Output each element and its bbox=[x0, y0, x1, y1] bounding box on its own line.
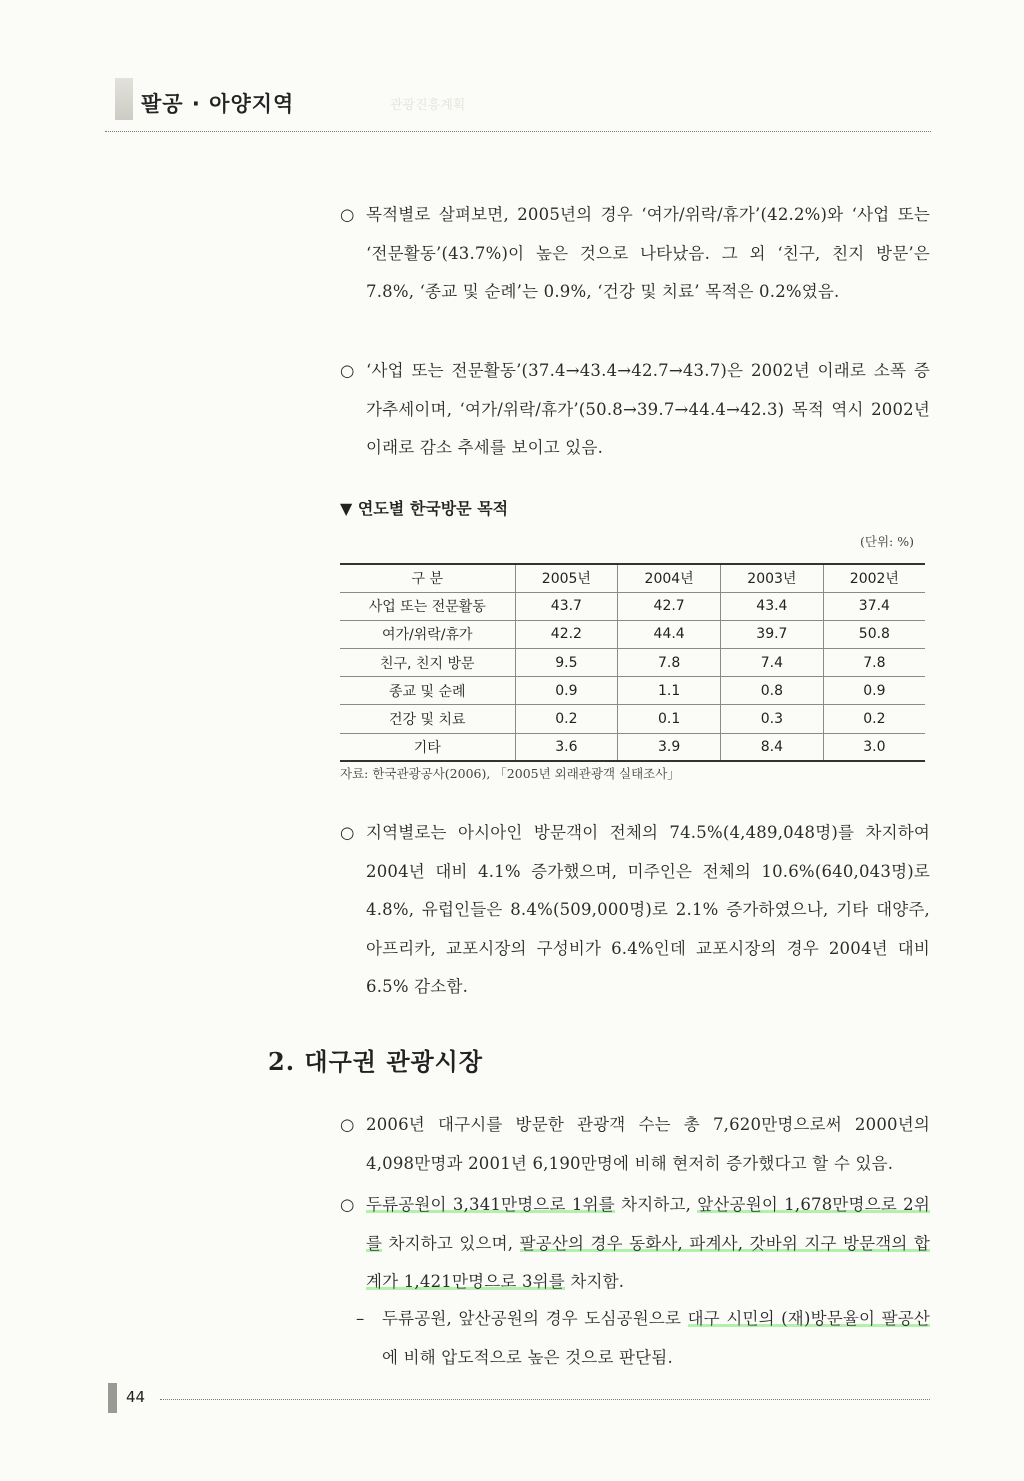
paragraph-text: 2006년 대구시를 방문한 관광객 수는 총 7,620만명으로써 2000년의 4,098만명과 2001년 6,190만명에 비해 현저히 증가했다고 할 수 있음. bbox=[366, 1115, 930, 1173]
table-cell: 44.4 bbox=[618, 620, 721, 648]
page-number: 44 bbox=[126, 1388, 146, 1406]
bullet-circle: ○ bbox=[340, 205, 355, 224]
table-row bbox=[340, 705, 925, 733]
table-cell: 7.8 bbox=[823, 649, 925, 677]
section-heading: 2. 대구권 관광시장 bbox=[268, 1047, 484, 1076]
highlighted-text: 두류공원이 3,341만명으로 1위를 bbox=[366, 1195, 615, 1214]
column-header-2005: 2005년 bbox=[515, 564, 618, 592]
table-source: 자료: 한국관광공사(2006), 「2005년 외래관광객 실태조사」 bbox=[340, 766, 680, 781]
table-cell: 1.1 bbox=[618, 677, 721, 705]
text-run: 두류공원, 앞산공원의 경우 도심공원으로 bbox=[382, 1309, 688, 1328]
table-header-row bbox=[340, 564, 925, 592]
highlighted-text: 앞산공원이 1,678만명으로 2위를 bbox=[366, 1195, 931, 1253]
bullet-circle: ○ bbox=[340, 1195, 355, 1214]
table-cell: 8.4 bbox=[721, 733, 824, 761]
bullet-dash: – bbox=[356, 1309, 365, 1328]
table-cell: 0.1 bbox=[618, 705, 721, 733]
column-header-2002: 2002년 bbox=[823, 564, 925, 592]
column-header-2004: 2004년 bbox=[618, 564, 721, 592]
table-cell: 0.3 bbox=[721, 705, 824, 733]
table-cell: 0.2 bbox=[823, 705, 925, 733]
table-cell: 7.8 bbox=[618, 649, 721, 677]
column-header-category: 구 분 bbox=[340, 564, 515, 592]
table-cell: 0.9 bbox=[823, 677, 925, 705]
visit-purpose-table bbox=[340, 563, 925, 762]
highlighted-text: 팔공산의 경우 동화사, 파계사, 갓바위 지구 방문객의 합계가 1,421만명으로 3위를 bbox=[366, 1233, 930, 1291]
paragraph-park-note bbox=[356, 1300, 930, 1377]
table-row bbox=[340, 677, 925, 705]
row-label: 여가/위락/휴가 bbox=[340, 620, 515, 648]
header-marker-bar bbox=[115, 78, 133, 120]
footer-marker-bar bbox=[108, 1383, 117, 1413]
paragraph-text: 목적별로 살펴보면, 2005년의 경우 ‘여가/위락/휴가’(42.2%)와 ‘사업 또는 ‘전문활동’(43.7%)이 높은 것으로 나타났음. 그 외 ‘친구, 친지 방문’은 7.8%, ‘종교 및 순례’는 0.9%, ‘건강 및 치료’ 목적은 0.2%였음. bbox=[366, 205, 930, 301]
row-label: 기타 bbox=[340, 733, 515, 761]
paragraph-trend bbox=[340, 352, 930, 468]
header-title: 팔공 · 아양지역 bbox=[141, 92, 295, 116]
paragraph-region bbox=[340, 814, 930, 1007]
paragraph-text: 지역별로는 아시아인 방문객이 전체의 74.5%(4,489,048명)를 차지하여 2004년 대비 4.1% 증가했으며, 미주인은 전체의 10.6%(640,043명)로 4.8%, 유럽인들은 8.4%(509,000명)로 2.1% 증가하였으나, 기타 대양주, 아프리카, 교포시장의 구성비가 6.4%인데 교포시장의 경우 2004년 대비 6.5% 감소함. bbox=[366, 823, 930, 996]
row-label: 건강 및 치료 bbox=[340, 705, 515, 733]
table-cell: 43.7 bbox=[515, 592, 618, 620]
table-cell: 0.8 bbox=[721, 677, 824, 705]
paragraph-park-ranking bbox=[340, 1186, 930, 1302]
highlighted-text: 대구 시민의 (재)방문율이 팔공산 bbox=[687, 1309, 931, 1328]
table-row bbox=[340, 592, 925, 620]
table-cell: 9.5 bbox=[515, 649, 618, 677]
header-ghost-text: 관광진흥계획 bbox=[390, 98, 466, 113]
text-run: 차지하고 있으며, bbox=[382, 1233, 520, 1253]
paragraph-purpose bbox=[340, 196, 930, 312]
table-cell: 0.9 bbox=[515, 677, 618, 705]
table-cell: 50.8 bbox=[823, 620, 925, 648]
footer-divider bbox=[160, 1399, 930, 1400]
row-label: 친구, 친지 방문 bbox=[340, 649, 515, 677]
table-cell: 43.4 bbox=[721, 592, 824, 620]
table-row bbox=[340, 733, 925, 761]
table-cell: 3.6 bbox=[515, 733, 618, 761]
table-cell: 7.4 bbox=[721, 649, 824, 677]
table-cell: 3.9 bbox=[618, 733, 721, 761]
paragraph-text: ‘사업 또는 전문활동’(37.4→43.4→42.7→43.7)은 2002년 이래로 소폭 증가추세이며, ‘여가/위락/휴가’(50.8→39.7→44.4→42.3) 목적 역시 2002년 이래로 감소 추세를 보이고 있음. bbox=[366, 361, 930, 457]
table-row bbox=[340, 620, 925, 648]
text-run: 차지하고, bbox=[614, 1195, 698, 1214]
column-header-2003: 2003년 bbox=[721, 564, 824, 592]
paragraph-daegu-visitors bbox=[340, 1106, 930, 1183]
bullet-circle: ○ bbox=[340, 823, 355, 842]
table-row bbox=[340, 649, 925, 677]
table-cell: 42.7 bbox=[618, 592, 721, 620]
paragraph-text bbox=[366, 1186, 930, 1302]
row-label: 종교 및 순례 bbox=[340, 677, 515, 705]
text-run: 차지함. bbox=[564, 1272, 625, 1291]
table-cell: 42.2 bbox=[515, 620, 618, 648]
table-unit: (단위: %) bbox=[860, 534, 914, 549]
paragraph-text bbox=[382, 1300, 930, 1377]
row-label: 사업 또는 전문활동 bbox=[340, 592, 515, 620]
table-cell: 39.7 bbox=[721, 620, 824, 648]
table-cell: 37.4 bbox=[823, 592, 925, 620]
bullet-circle: ○ bbox=[340, 361, 355, 380]
running-header bbox=[105, 70, 931, 132]
bullet-circle: ○ bbox=[340, 1115, 355, 1134]
table-cell: 0.2 bbox=[515, 705, 618, 733]
text-run: 에 비해 압도적으로 높은 것으로 판단됨. bbox=[382, 1347, 673, 1367]
table-caption: ▼ 연도별 한국방문 목적 bbox=[340, 499, 509, 518]
table-cell: 3.0 bbox=[823, 733, 925, 761]
